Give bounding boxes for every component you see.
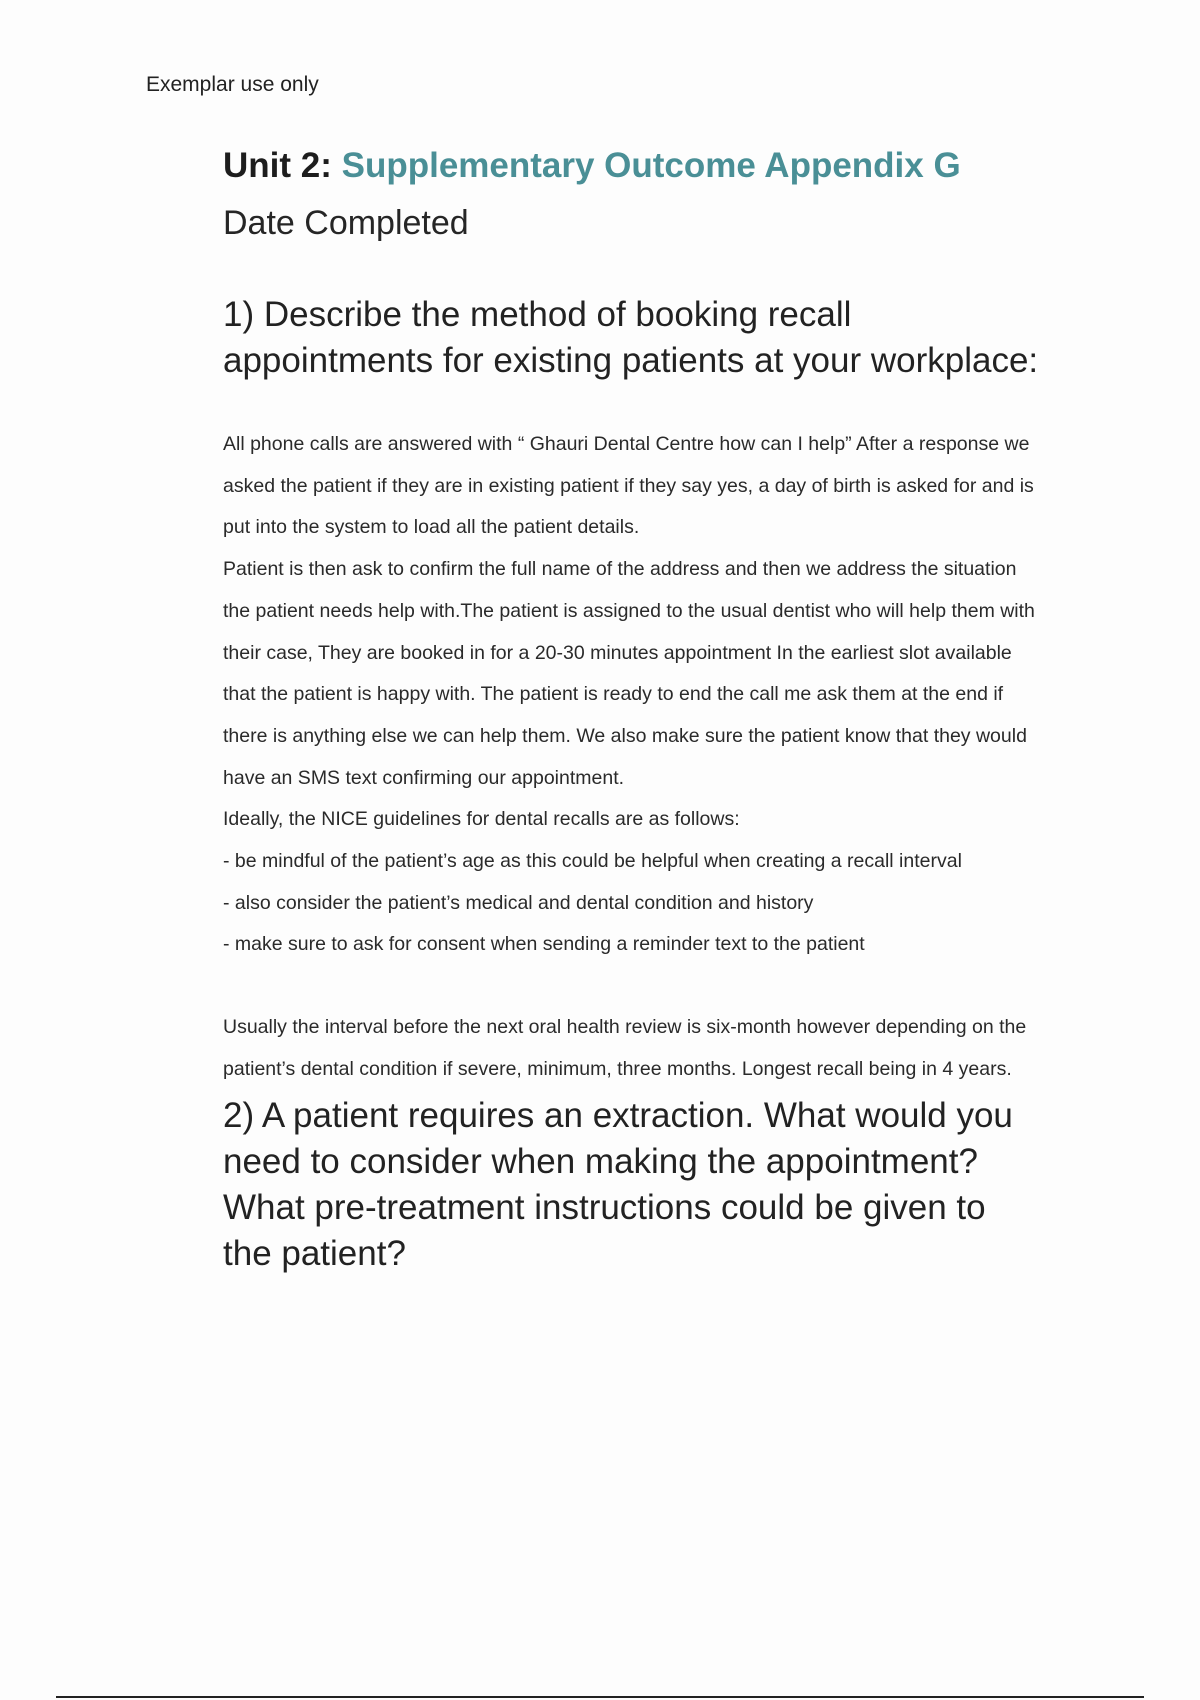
answer-paragraph-1: All phone calls are answered with “ Ghauri Dental Centre how can I help” After a response we asked the patient if they are in existing patient if they say yes, a day of birth is asked for and is put into the system to load all the patient details.: [223, 433, 1034, 539]
guideline-item: - also consider the patient’s medical and dental condition and history: [223, 891, 814, 914]
footer-divider: [56, 1696, 1144, 1698]
answer-paragraph-2: Patient is then ask to confirm the full name of the address and then we address the situation the patient needs help with.The patient is assigned to the usual dentist who will help them with their case, They are booked in for a 20-30 minutes appointment In the earliest slot available that the patient is happy with. The patient is ready to end the call me ask them at the end if there is anything else we can help them. We also make sure the patient know that they would have an SMS text confirming our appointment.: [223, 558, 1035, 789]
guidelines-intro: Ideally, the NICE guidelines for dental recalls are as follows:: [223, 808, 740, 831]
page-title: [223, 140, 1043, 192]
question-1-answer: [223, 424, 1043, 1091]
paragraph-spacer: [223, 966, 1043, 1007]
question-2-heading: 2) A patient requires an extraction. What would you need to consider when making the appointment? What pre-treatment instructions could be given to the patient?: [223, 1095, 1013, 1273]
document-body: [223, 140, 1043, 1277]
guideline-item: - make sure to ask for consent when sending a reminder text to the patient: [223, 933, 865, 956]
date-completed-label: Date Completed: [223, 204, 469, 242]
title-prefix: Unit 2:: [223, 146, 342, 185]
exemplar-watermark: Exemplar use only: [146, 73, 319, 96]
question-1-heading: 1) Describe the method of booking recall appointments for existing patients at your workplace:: [223, 295, 1039, 380]
answer-paragraph-3: Usually the interval before the next oral health review is six-month however depending on the patient’s dental condition if severe, minimum, three months. Longest recall being in 4 years.: [223, 1016, 1027, 1080]
guideline-item: - be mindful of the patient’s age as this could be helpful when creating a recall interval: [223, 850, 962, 873]
title-accent: Supplementary Outcome Appendix G: [341, 146, 961, 185]
